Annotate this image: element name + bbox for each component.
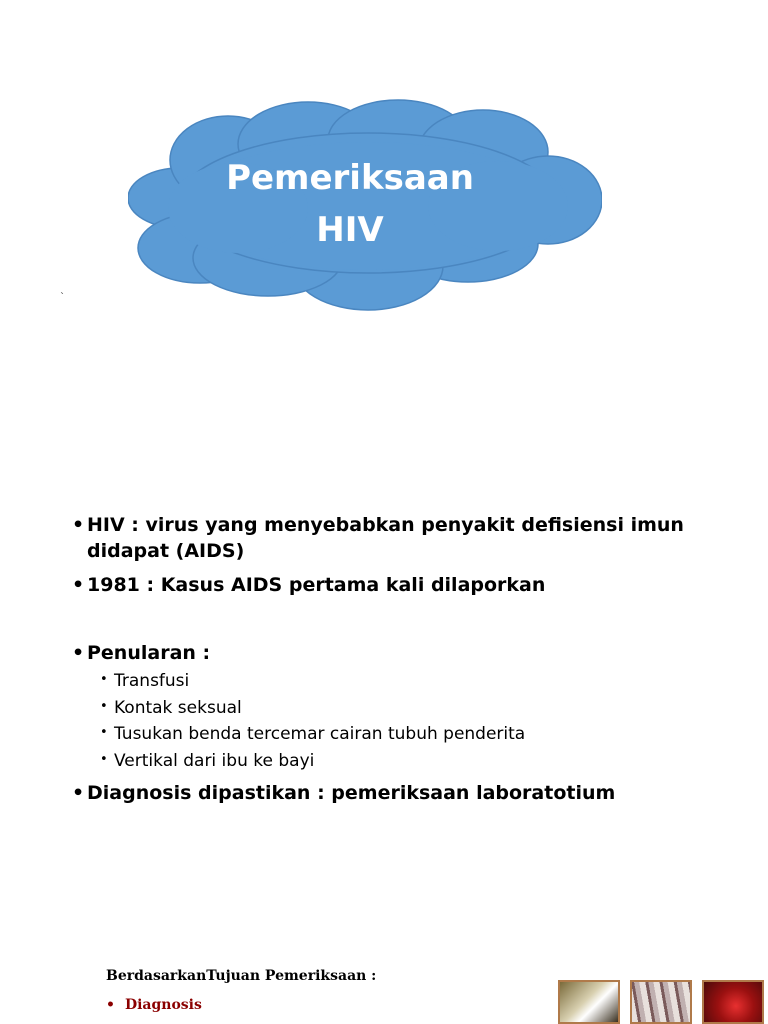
bullet-list [72,512,732,806]
next-slide-item-label: Diagnosis [124,997,202,1013]
sub-bullet-kontak-seksual: • Kontak seksual [100,695,732,722]
thumbnail-image-1 [558,980,620,1024]
bullet-1981: • 1981 : Kasus AIDS pertama kali dilaporkan [72,572,732,598]
slide-title-line-2: HIV [316,210,384,250]
bullet-diagnosis: • Diagnosis dipastikan : pemeriksaan laboratotium [72,780,732,806]
bullet-hiv-definition: • HIV : virus yang menyebabkan penyakit defisiensi imun didapat (AIDS) [72,512,732,564]
sub-bullet-tusukan: • Tusukan benda tercemar cairan tubuh penderita [100,721,732,748]
slide-title-line-1: Pemeriksaan [226,158,474,198]
thumbnail-image-2 [630,980,692,1024]
sub-bullet-transfusi: • Transfusi [100,668,732,695]
next-slide-item-diagnosis [106,997,202,1013]
bullet-penularan: • Penularan : [72,640,732,666]
thumbnail-image-3 [702,980,764,1024]
slide-title [200,152,500,256]
sub-bullet-vertikal: • Vertikal dari ibu ke bayi [100,748,732,775]
stray-mark: ` [60,292,65,303]
next-slide-title: BerdasarkanTujuan Pemeriksaan : [106,968,377,984]
bullet-dot-icon: • [106,997,115,1013]
